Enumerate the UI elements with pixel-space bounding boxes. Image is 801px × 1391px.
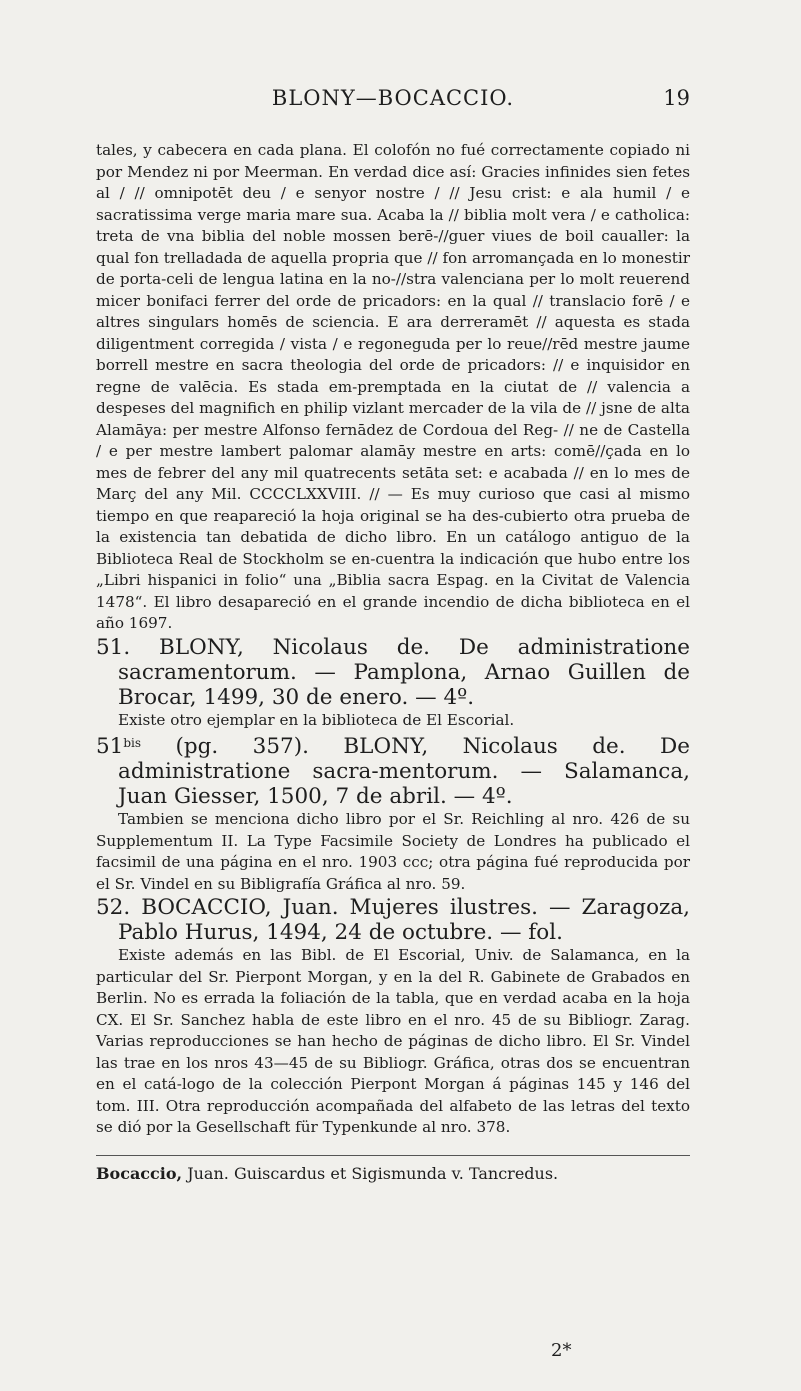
page-number: 19 <box>663 86 690 110</box>
cross-reference <box>96 1163 690 1185</box>
page-header <box>96 86 690 116</box>
entry-number: 52. <box>96 895 131 920</box>
entry-number: 51. <box>96 634 131 660</box>
entry-52 <box>96 895 690 1139</box>
entry-title: (pg. 357). BLONY, Nicolaus de. De administratione sacra-mentorum. — Salamanca, Juan Giesser, 1500, 7 de abril. — 4º. <box>118 734 691 809</box>
entry-title: BOCACCIO, Juan. Mujeres ilustres. — Zaragoza, Pablo Hurus, 1494, 24 de octubre. — fol. <box>118 895 690 945</box>
running-title: BLONY—BOCACCIO. <box>271 86 515 110</box>
entry-51 <box>96 635 690 732</box>
cross-reference-text: Juan. Guiscardus et Sigismunda v. Tancredus. <box>187 1164 559 1184</box>
intro-paragraph: tales, y cabecera en cada plana. El colofón no fué correctamente copiado ni por Mendez ni por Meerman. En verdad dice así: Gracies infinides sien fetes al / // omnipotēt deu / e senyor nostre / // Jesu crist: e ala humil / e sacratissima verge maria mare sua. Acaba la // biblia molt vera / e catholica: treta de vna biblia del noble mossen berē-//guer viues de boil caualler: la qual fon trelladada de aquella propria que // fon arromançada en lo monestir de porta-celi de lengua latina en la no-//stra valenciana per lo molt reuerend micer bonifaci ferrer del orde de pricadors: en la qual // translacio forē / e altres singulars homēs de sciencia. E ara derreramēt // aquesta es stada diligentment corregida / vista / e regoneguda per lo reue//rēd mestre jaume borrell mestre en sacra theologia del orde de pricadors: // e inquisidor en regne de valēcia. Es stada em-premptada en la ciutat de // valencia a despeses del magnifich en philip vizlant mercader de la vila de // jsne de alta Alamāya: per mestre Alfonso fernādez de Cordoua del Reg- // ne de Castella / e per mestre lambert palomar alamāy mestre en arts: comē//çada en lo mes de febrer del any mil quatrecents setāta set: e acabada // en lo mes de Març del any Mil. CCCCLXXVIII. // — Es muy curioso que casi al mismo tiempo en que reapareció la hoja original se ha des-cubierto otra prueba de la existencia tan debatida de dicho libro. En un catálogo antiguo de la Biblioteca Real de Stockholm se en-cuentra la indicación que hubo entre los „Libri hispanici in folio“ una „Biblia sacra Espag. en la Civitat de Valencia 1478“. El libro desapareció en el grande incendio de dicha biblioteca en el año 1697. <box>96 141 690 632</box>
page-body <box>96 140 690 1185</box>
section-divider <box>96 1155 690 1156</box>
cross-reference-lead: Bocaccio, <box>96 1164 183 1184</box>
entry-note: Existe otro ejemplar en la biblioteca de El Escorial. <box>118 710 515 729</box>
entry-note: Tambien se menciona dicho libro por el Sr. Reichling al nro. 426 de su Supplementum II. La Type Facsimile Society de Londres ha publicado el facsimil de una página en el nro. 1903 ccc; otra página fué reproducida por el Sr. Vindel en su Bibligrafía Gráfica al nro. 59. <box>96 810 690 893</box>
entry-number-suffix: bis <box>123 736 142 750</box>
entry-heading <box>96 635 690 710</box>
entry-heading <box>96 731 690 809</box>
entry-heading <box>96 895 690 945</box>
entry-title: BLONY, Nicolaus de. De administratione sacramentorum. — Pamplona, Arnao Guillen de Brocar, 1499, 30 de enero. — 4º. <box>118 634 690 710</box>
signature-mark: 2* <box>551 1340 572 1361</box>
entry-number: 51 <box>96 734 124 759</box>
entry-note: Existe además en las Bibl. de El Escorial, Univ. de Salamanca, en la particular del Sr. Pierpont Morgan, y en la del R. Gabinete de Grabados en Berlin. No es errada la foliación de la tabla, que en verdad acaba en la hoja CX. El Sr. Sanchez habla de este libro en el nro. 45 de su Bibliogr. Zarag. Varias reproducciones se han hecho de páginas de dicho libro. El Sr. Vindel las trae en los nros 43—45 de su Bibliogr. Gráfica, otras dos se encuentran en el catá-logo de la colección Pierpont Morgan á páginas 145 y 146 del tom. III. Otra reproducción acompañada del alfabeto de las letras del texto se dió por la Gesellschaft für Typenkunde al nro. 378. <box>96 946 690 1136</box>
entry-51bis <box>96 731 690 895</box>
intro-section <box>96 140 690 635</box>
